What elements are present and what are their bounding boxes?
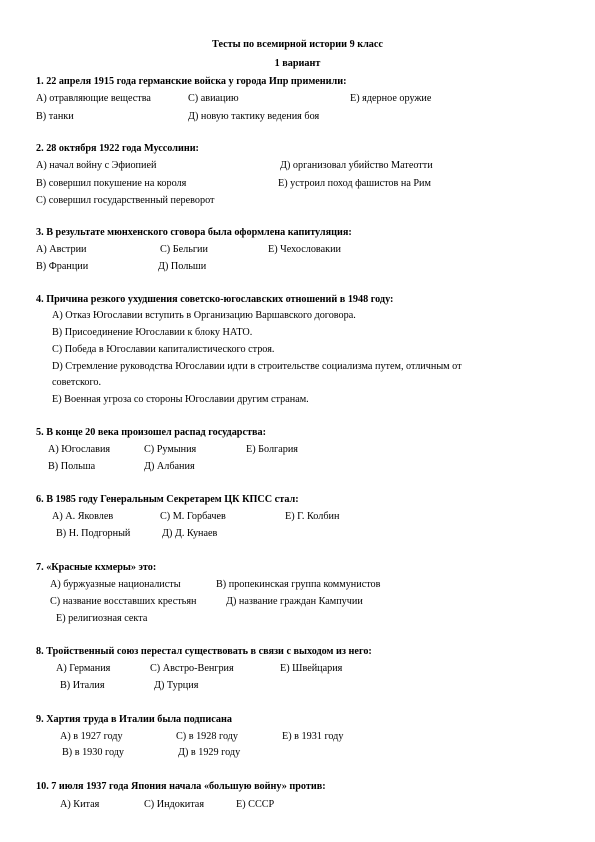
- q9-option-a: А) в 1927 году: [60, 731, 123, 742]
- question-4: 4. Причина резкого ухудшения советско-югославских отношений в 1948 году:: [36, 294, 394, 305]
- q2-option-a: А) начал войну с Эфиопией: [36, 160, 157, 171]
- q3-option-b: В) Франции: [36, 261, 89, 272]
- q6-option-d: Д) Д. Кунаев: [162, 528, 218, 539]
- q6-option-e: Е) Г. Колбин: [285, 511, 340, 522]
- q10-option-c: С) Индокитая: [144, 799, 205, 810]
- question-1: 1. 22 апреля 1915 года германские войска у города Ипр применили:: [36, 76, 347, 87]
- q4-option-d-cont: советского.: [52, 377, 102, 388]
- question-6: 6. В 1985 году Генеральным Секретарем ЦК КПСС стал:: [36, 494, 299, 505]
- question-10: 10. 7 июля 1937 года Япония начала «большую войну» против:: [36, 781, 326, 792]
- q4-option-a: А) Отказ Югославии вступить в Организацию Варшавского договора.: [52, 310, 356, 321]
- question-8: 8. Тройственный союз перестал существовать в связи с выходом из него:: [36, 646, 372, 657]
- q9-option-c: С) в 1928 году: [176, 731, 239, 742]
- q9-option-e: Е) в 1931 году: [282, 731, 344, 742]
- q5-option-d: Д) Албания: [144, 461, 195, 472]
- page-title: Тесты по всемирной истории 9 класс: [212, 39, 383, 50]
- q3-option-e: Е) Чехословакии: [268, 244, 341, 255]
- q4-option-b: В) Присоединение Югославии к блоку НАТО.: [52, 327, 253, 338]
- q5-option-e: Е) Болгария: [246, 444, 298, 455]
- q6-option-a: А) А. Яковлев: [52, 511, 114, 522]
- q2-option-d: Д) организовал убийство Матеотти: [280, 160, 433, 171]
- q9-option-b: В) в 1930 году: [62, 747, 125, 758]
- q2-option-c: С) совершил государственный переворот: [36, 195, 215, 206]
- q10-option-a: А) Китая: [60, 799, 100, 810]
- q8-option-a: А) Германия: [56, 663, 111, 674]
- q6-option-b: В) Н. Подгорный: [56, 528, 131, 539]
- question-2: 2. 28 октября 1922 года Муссолини:: [36, 143, 199, 154]
- q5-option-c: С) Румыния: [144, 444, 197, 455]
- q7-option-d: Д) название граждан Кампучии: [226, 596, 363, 607]
- question-3: 3. В результате мюнхенского сговора была оформлена капитуляция:: [36, 227, 352, 238]
- question-9: 9. Хартия труда в Италии была подписана: [36, 714, 232, 725]
- question-5: 5. В конце 20 века произошел распад государства:: [36, 427, 266, 438]
- q1-option-d: Д) новую тактику ведения боя: [188, 111, 320, 122]
- q10-option-e: Е) СССР: [236, 799, 275, 810]
- q3-option-d: Д) Польши: [158, 261, 207, 272]
- q1-option-b: В) танки: [36, 111, 74, 122]
- q7-option-c: С) название восставших крестьян: [50, 596, 197, 607]
- q1-option-a: А) отравляющие вещества: [36, 93, 151, 104]
- q5-option-a: А) Югославия: [48, 444, 111, 455]
- variant-label: 1 вариант: [274, 58, 321, 69]
- q9-option-d: Д) в 1929 году: [178, 747, 241, 758]
- q8-option-b: В) Италия: [60, 680, 105, 691]
- q1-option-c: С) авиацию: [188, 93, 239, 104]
- q4-option-d: D) Стремление руководства Югославии идти в строительстве социализма путем, отличным от: [52, 361, 462, 372]
- q5-option-b: В) Польша: [48, 461, 96, 472]
- q8-option-d: Д) Турция: [154, 680, 199, 691]
- q7-option-b: В) пропекинская группа коммунистов: [216, 579, 381, 590]
- q3-option-c: С) Бельгии: [160, 244, 208, 255]
- q7-option-a: А) буржуазные националисты: [50, 579, 181, 590]
- q3-option-a: А) Австрии: [36, 244, 87, 255]
- q4-option-e: Е) Военная угроза со стороны Югославии другим странам.: [52, 394, 309, 405]
- q1-option-e: Е) ядерное оружие: [350, 93, 432, 104]
- question-7: 7. «Красные кхмеры» это:: [36, 562, 157, 573]
- q4-option-c: С) Победа в Югославии капиталистического строя.: [52, 344, 275, 355]
- q8-option-e: Е) Швейцария: [280, 663, 343, 674]
- q6-option-c: С) М. Горбачев: [160, 511, 226, 522]
- q7-option-e: Е) религиозная секта: [56, 613, 148, 624]
- q8-option-c: С) Австро-Венгрия: [150, 663, 234, 674]
- q2-option-b: В) совершил покушение на короля: [36, 178, 187, 189]
- q2-option-e: Е) устроил поход фашистов на Рим: [278, 178, 431, 189]
